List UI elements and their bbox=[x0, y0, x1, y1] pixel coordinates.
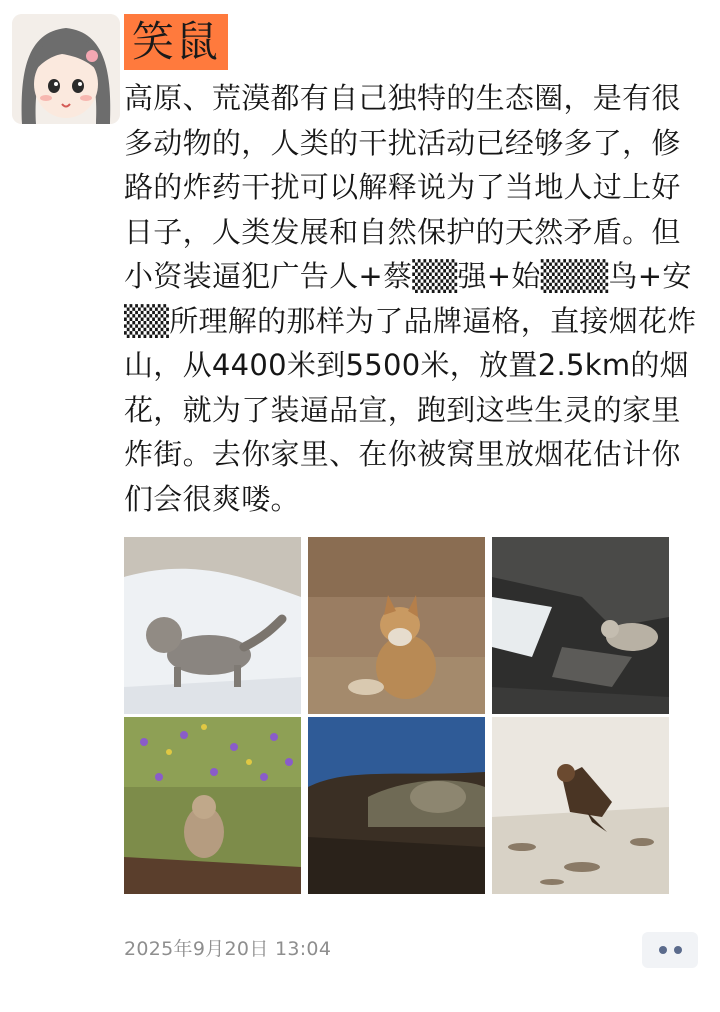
username[interactable]: 笑鼠 bbox=[124, 14, 228, 70]
photo-wild-cat-in-grass[interactable] bbox=[308, 717, 485, 894]
photo-tibetan-fox[interactable] bbox=[308, 537, 485, 714]
more-dots-icon bbox=[674, 946, 682, 954]
avatar[interactable] bbox=[12, 14, 120, 124]
photo-snow-leopard[interactable] bbox=[492, 537, 669, 714]
avatar-illustration-icon bbox=[12, 14, 120, 124]
photo-eagle-on-snow[interactable] bbox=[492, 717, 669, 894]
timestamp: 2025年9月20日 13:04 bbox=[124, 938, 332, 960]
more-dots-icon bbox=[659, 946, 667, 954]
photo-owl-in-meadow[interactable] bbox=[124, 717, 301, 894]
photo-grid bbox=[124, 537, 669, 894]
post-text: 高原、荒漠都有自己独特的生态圈，是有很多动物的，人类的干扰活动已经够多了，修路的炸药干扰可以解释说为了当地人过上好日子，人类发展和自然保护的天然矛盾。但小资装逼犯广告人+蔡▒▒强+始▒▒▒鸟+安▒▒所理解的那样为了品牌逼格，直接烟花炸山，从4400米到5500米，放置2.5km的烟花，就为了装逼品宣，跑到这些生灵的家里炸街。去你家里、在你被窝里放烟花估计你们会很爽喽。 bbox=[124, 81, 697, 516]
photo-pallas-cat[interactable] bbox=[124, 537, 301, 714]
more-options-button[interactable] bbox=[642, 932, 698, 968]
